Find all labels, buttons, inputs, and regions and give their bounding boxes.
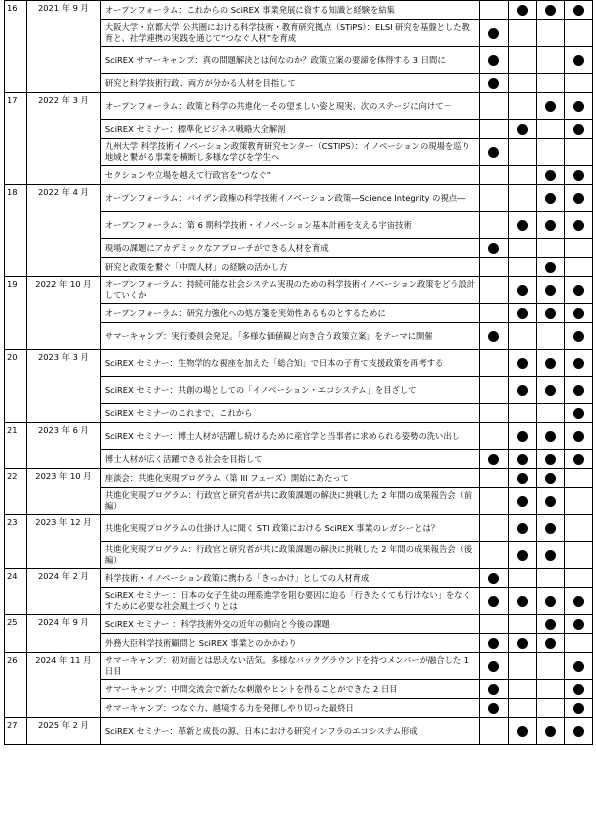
filled-circle-icon [545,262,556,273]
article-title: 科学技術・イノベーション政策に携わる「きっかけ」としての人材育成 [100,569,479,588]
filled-circle-icon [573,684,584,695]
articles-table [4,0,593,745]
filled-circle-icon [488,638,499,649]
mark-cell-2 [508,634,536,653]
mark-cell-2 [508,653,536,680]
article-title: 共進化実現プログラムの仕掛け人に聞く STI 政策における SciREX 事業のレガシーとは？ [100,515,479,542]
mark-cell-4 [564,542,592,569]
filled-circle-icon [545,431,556,442]
table-row [5,93,593,120]
mark-cell-2 [508,469,536,488]
table-row [5,718,593,745]
article-title: オープンフォーラム：政策と科学の共進化－その望ましい姿と現実、次のステージに向けて－ [100,93,479,120]
row-date: 2022 年 4 月 [26,185,100,277]
row-date: 2023 年 12 月 [26,515,100,569]
mark-cell-3 [536,1,564,20]
mark-cell-3 [536,212,564,239]
mark-cell-2 [508,588,536,615]
mark-cell-2 [508,258,536,277]
mark-cell-3 [536,450,564,469]
article-title: 現場の課題にアカデミックなアプローチができる人材を育成 [100,239,479,258]
filled-circle-icon [488,147,499,158]
mark-cell-1 [480,47,508,74]
filled-circle-icon [517,431,528,442]
mark-cell-3 [536,634,564,653]
row-number: 17 [5,93,27,185]
mark-cell-1 [480,569,508,588]
mark-cell-4 [564,350,592,377]
mark-cell-3 [536,653,564,680]
mark-cell-2 [508,120,536,139]
mark-cell-1 [480,680,508,699]
row-number: 18 [5,185,27,277]
filled-circle-icon [573,220,584,231]
table-row [5,185,593,212]
mark-cell-1 [480,323,508,350]
filled-circle-icon [517,596,528,607]
mark-cell-2 [508,680,536,699]
filled-circle-icon [488,661,499,672]
article-title: 共進化実現プログラム：行政官と研究者が共に政策課題の解決に挑戦した 2 年間の成果報告会（後編） [100,542,479,569]
article-title: SciREX セミナーのこれまで、これから [100,404,479,423]
row-date: 2023 年 3 月 [26,350,100,423]
filled-circle-icon [545,308,556,319]
mark-cell-1 [480,139,508,166]
row-date: 2022 年 10 月 [26,277,100,350]
mark-cell-2 [508,212,536,239]
row-date: 2024 年 11 月 [26,653,100,718]
mark-cell-4 [564,120,592,139]
mark-cell-2 [508,74,536,93]
article-title: オープンフォーラム：これからの SciREX 事業発展に資する知識と経験を結集 [100,1,479,20]
mark-cell-4 [564,47,592,74]
mark-cell-1 [480,699,508,718]
article-title: SciREX セミナー：生物学的な視座を加えた「総合知」で日本の子育て支援政策を再考する [100,350,479,377]
mark-cell-1 [480,120,508,139]
filled-circle-icon [545,358,556,369]
filled-circle-icon [545,550,556,561]
row-date: 2022 年 3 月 [26,93,100,185]
mark-cell-3 [536,47,564,74]
filled-circle-icon [488,684,499,695]
mark-cell-2 [508,277,536,304]
article-title: オープンフォーラム：持続可能な社会システム実現のための科学技術イノベーション政策をどう設計していくか [100,277,479,304]
table-row [5,569,593,588]
filled-circle-icon [517,638,528,649]
mark-cell-3 [536,699,564,718]
mark-cell-2 [508,323,536,350]
filled-circle-icon [517,726,528,737]
article-title: サマーキャンプ：中間交流会で新たな刺激やヒントを得ることができた 2 日目 [100,680,479,699]
filled-circle-icon [573,358,584,369]
filled-circle-icon [488,596,499,607]
row-number: 21 [5,423,27,469]
mark-cell-3 [536,515,564,542]
article-title: 研究と政策を繋ぐ「中間人材」の経験の活かし方 [100,258,479,277]
mark-cell-4 [564,515,592,542]
mark-cell-4 [564,212,592,239]
mark-cell-4 [564,404,592,423]
mark-cell-2 [508,185,536,212]
article-title: オープンフォーラム：バイデン政権の科学技術イノベーション政策―Science Integrity の視点― [100,185,479,212]
table-row [5,277,593,304]
mark-cell-3 [536,74,564,93]
mark-cell-3 [536,120,564,139]
filled-circle-icon [573,454,584,465]
mark-cell-1 [480,653,508,680]
mark-cell-2 [508,569,536,588]
mark-cell-4 [564,93,592,120]
article-title: SciREX セミナー：博士人材が活躍し続けるために産官学と当事者に求められる姿勢の洗い出し [100,423,479,450]
filled-circle-icon [488,78,499,89]
filled-circle-icon [573,408,584,419]
mark-cell-4 [564,166,592,185]
filled-circle-icon [517,285,528,296]
filled-circle-icon [573,170,584,181]
row-date: 2023 年 6 月 [26,423,100,469]
mark-cell-1 [480,277,508,304]
row-number: 26 [5,653,27,718]
mark-cell-1 [480,515,508,542]
mark-cell-4 [564,680,592,699]
mark-cell-1 [480,634,508,653]
mark-cell-3 [536,277,564,304]
filled-circle-icon [545,454,556,465]
filled-circle-icon [573,703,584,714]
mark-cell-4 [564,377,592,404]
mark-cell-4 [564,323,592,350]
mark-cell-2 [508,699,536,718]
filled-circle-icon [517,550,528,561]
article-title: 研究と科学技術行政、両方が分かる人材を目指して [100,74,479,93]
mark-cell-3 [536,680,564,699]
mark-cell-3 [536,423,564,450]
filled-circle-icon [517,496,528,507]
filled-circle-icon [573,331,584,342]
article-title: SciREX セミナー ：日本の女子生徒の理系進学を阻む要因に迫る「行きたくても行けない」をなくすために必要な社会風土づくりとは [100,588,479,615]
mark-cell-1 [480,212,508,239]
filled-circle-icon [488,331,499,342]
article-title: セクションや立場を越えて行政官を“つなぐ” [100,166,479,185]
mark-cell-2 [508,488,536,515]
filled-circle-icon [573,285,584,296]
mark-cell-4 [564,469,592,488]
mark-cell-4 [564,74,592,93]
filled-circle-icon [573,55,584,66]
mark-cell-4 [564,185,592,212]
mark-cell-3 [536,377,564,404]
filled-circle-icon [573,619,584,630]
mark-cell-1 [480,239,508,258]
filled-circle-icon [573,193,584,204]
mark-cell-2 [508,304,536,323]
mark-cell-2 [508,542,536,569]
mark-cell-1 [480,20,508,47]
mark-cell-3 [536,93,564,120]
article-title: 大阪大学・京都大学 公共圏における科学技術・教育研究拠点（STiPS）：ELSI 研究を基盤とした教育と、社学連携の実践を通じて“つなぐ人材”を育成 [100,20,479,47]
filled-circle-icon [545,170,556,181]
filled-circle-icon [545,101,556,112]
mark-cell-4 [564,304,592,323]
mark-cell-3 [536,304,564,323]
filled-circle-icon [573,5,584,16]
mark-cell-4 [564,277,592,304]
mark-cell-3 [536,258,564,277]
article-title: サマーキャンプ：つなぐ力、越境する力を発揮しやり切った最終日 [100,699,479,718]
row-number: 25 [5,615,27,653]
filled-circle-icon [545,5,556,16]
table-row [5,653,593,680]
row-number: 20 [5,350,27,423]
mark-cell-2 [508,377,536,404]
filled-circle-icon [573,596,584,607]
row-number: 19 [5,277,27,350]
mark-cell-2 [508,166,536,185]
mark-cell-4 [564,588,592,615]
mark-cell-3 [536,166,564,185]
filled-circle-icon [488,55,499,66]
filled-circle-icon [488,703,499,714]
filled-circle-icon [573,431,584,442]
mark-cell-1 [480,377,508,404]
article-title: 共進化実現プログラム：行政官と研究者が共に政策課題の解決に挑戦した 2 年間の成果報告会（前編） [100,488,479,515]
mark-cell-3 [536,542,564,569]
filled-circle-icon [517,385,528,396]
mark-cell-1 [480,1,508,20]
table-row [5,423,593,450]
mark-cell-4 [564,139,592,166]
mark-cell-2 [508,47,536,74]
mark-cell-3 [536,469,564,488]
mark-cell-4 [564,258,592,277]
mark-cell-3 [536,323,564,350]
table-row [5,615,593,634]
row-number: 22 [5,469,27,515]
row-date: 2025 年 2 月 [26,718,100,745]
article-title: SciREX セミナー ：科学技術外交の近年の動向と今後の課題 [100,615,479,634]
mark-cell-3 [536,185,564,212]
mark-cell-1 [480,542,508,569]
filled-circle-icon [573,101,584,112]
mark-cell-1 [480,74,508,93]
mark-cell-2 [508,423,536,450]
article-title: SciREX サマーキャンプ：真の問題解決とは何なのか？政策立案の要諦を体得する 3 日間に [100,47,479,74]
mark-cell-3 [536,488,564,515]
table-row [5,1,593,20]
mark-cell-2 [508,404,536,423]
filled-circle-icon [573,308,584,319]
article-title: SciREX セミナー：標準化ビジネス戦略大全解剖 [100,120,479,139]
article-title: 外務大臣科学技術顧問と SciREX 事業とのかかわり [100,634,479,653]
mark-cell-2 [508,615,536,634]
row-date: 2024 年 9 月 [26,615,100,653]
filled-circle-icon [488,573,499,584]
mark-cell-1 [480,718,508,745]
article-title: オープンフォーラム：研究力強化への処方箋を実効性あるものとするために [100,304,479,323]
row-date: 2024 年 2 月 [26,569,100,615]
mark-cell-1 [480,423,508,450]
mark-cell-2 [508,515,536,542]
filled-circle-icon [573,385,584,396]
row-number: 16 [5,1,27,93]
mark-cell-1 [480,469,508,488]
mark-cell-4 [564,1,592,20]
mark-cell-1 [480,166,508,185]
mark-cell-1 [480,304,508,323]
mark-cell-1 [480,93,508,120]
mark-cell-3 [536,615,564,634]
mark-cell-1 [480,404,508,423]
filled-circle-icon [517,523,528,534]
table-row [5,469,593,488]
filled-circle-icon [517,124,528,135]
mark-cell-3 [536,718,564,745]
mark-cell-2 [508,1,536,20]
mark-cell-4 [564,653,592,680]
mark-cell-1 [480,488,508,515]
filled-circle-icon [545,726,556,737]
mark-cell-4 [564,239,592,258]
filled-circle-icon [517,220,528,231]
filled-circle-icon [517,5,528,16]
mark-cell-3 [536,404,564,423]
mark-cell-3 [536,350,564,377]
mark-cell-1 [480,588,508,615]
filled-circle-icon [545,220,556,231]
mark-cell-1 [480,450,508,469]
filled-circle-icon [517,473,528,484]
filled-circle-icon [488,28,499,39]
filled-circle-icon [545,638,556,649]
mark-cell-4 [564,699,592,718]
mark-cell-3 [536,239,564,258]
article-title: SciREX セミナー：共創の場としての「イノベーション・エコシステム」を目ざして [100,377,479,404]
mark-cell-4 [564,20,592,47]
mark-cell-4 [564,615,592,634]
filled-circle-icon [573,124,584,135]
filled-circle-icon [488,454,499,465]
mark-cell-3 [536,569,564,588]
filled-circle-icon [517,308,528,319]
mark-cell-3 [536,588,564,615]
row-number: 24 [5,569,27,615]
row-number: 27 [5,718,27,745]
mark-cell-1 [480,350,508,377]
filled-circle-icon [517,358,528,369]
mark-cell-1 [480,615,508,634]
mark-cell-4 [564,450,592,469]
article-title: 座談会：共進化実現プログラム（第 III フェーズ）開始にあたって [100,469,479,488]
mark-cell-3 [536,139,564,166]
article-title: サマーキャンプ：実行委員会発足。「多様な価値観と向き合う政策立案」をテーマに開催 [100,323,479,350]
filled-circle-icon [545,193,556,204]
filled-circle-icon [545,473,556,484]
mark-cell-3 [536,20,564,47]
article-title: 九州大学 科学技術イノベーション政策教育研究センター（CSTIPS）：イノベーションの現場を巡り地域と繋がる事業を横断し多様な学びを学生へ [100,139,479,166]
row-number: 23 [5,515,27,569]
mark-cell-4 [564,718,592,745]
mark-cell-2 [508,93,536,120]
row-date: 2023 年 10 月 [26,469,100,515]
article-title: 博士人材が広く活躍できる社会を目指して [100,450,479,469]
mark-cell-2 [508,139,536,166]
filled-circle-icon [545,523,556,534]
mark-cell-2 [508,239,536,258]
filled-circle-icon [545,496,556,507]
mark-cell-2 [508,718,536,745]
mark-cell-2 [508,350,536,377]
filled-circle-icon [573,661,584,672]
article-title: サマーキャンプ：初対面とは思えない活気。多様なバックグラウンドを持つメンバーが融合した 1 日目 [100,653,479,680]
filled-circle-icon [488,243,499,254]
filled-circle-icon [545,385,556,396]
filled-circle-icon [545,596,556,607]
mark-cell-2 [508,20,536,47]
mark-cell-1 [480,258,508,277]
row-date: 2021 年 9 月 [26,1,100,93]
table-row [5,350,593,377]
filled-circle-icon [517,454,528,465]
mark-cell-2 [508,450,536,469]
mark-cell-4 [564,488,592,515]
article-title: SciREX セミナー：革新と成長の源、日本における研究インフラのエコシステム形成 [100,718,479,745]
mark-cell-4 [564,423,592,450]
mark-cell-4 [564,569,592,588]
table-row [5,515,593,542]
filled-circle-icon [545,619,556,630]
mark-cell-4 [564,634,592,653]
article-title: オープンフォーラム：第 6 期科学技術・イノベーション基本計画を支える宇宙技術 [100,212,479,239]
mark-cell-1 [480,185,508,212]
filled-circle-icon [545,285,556,296]
filled-circle-icon [573,726,584,737]
